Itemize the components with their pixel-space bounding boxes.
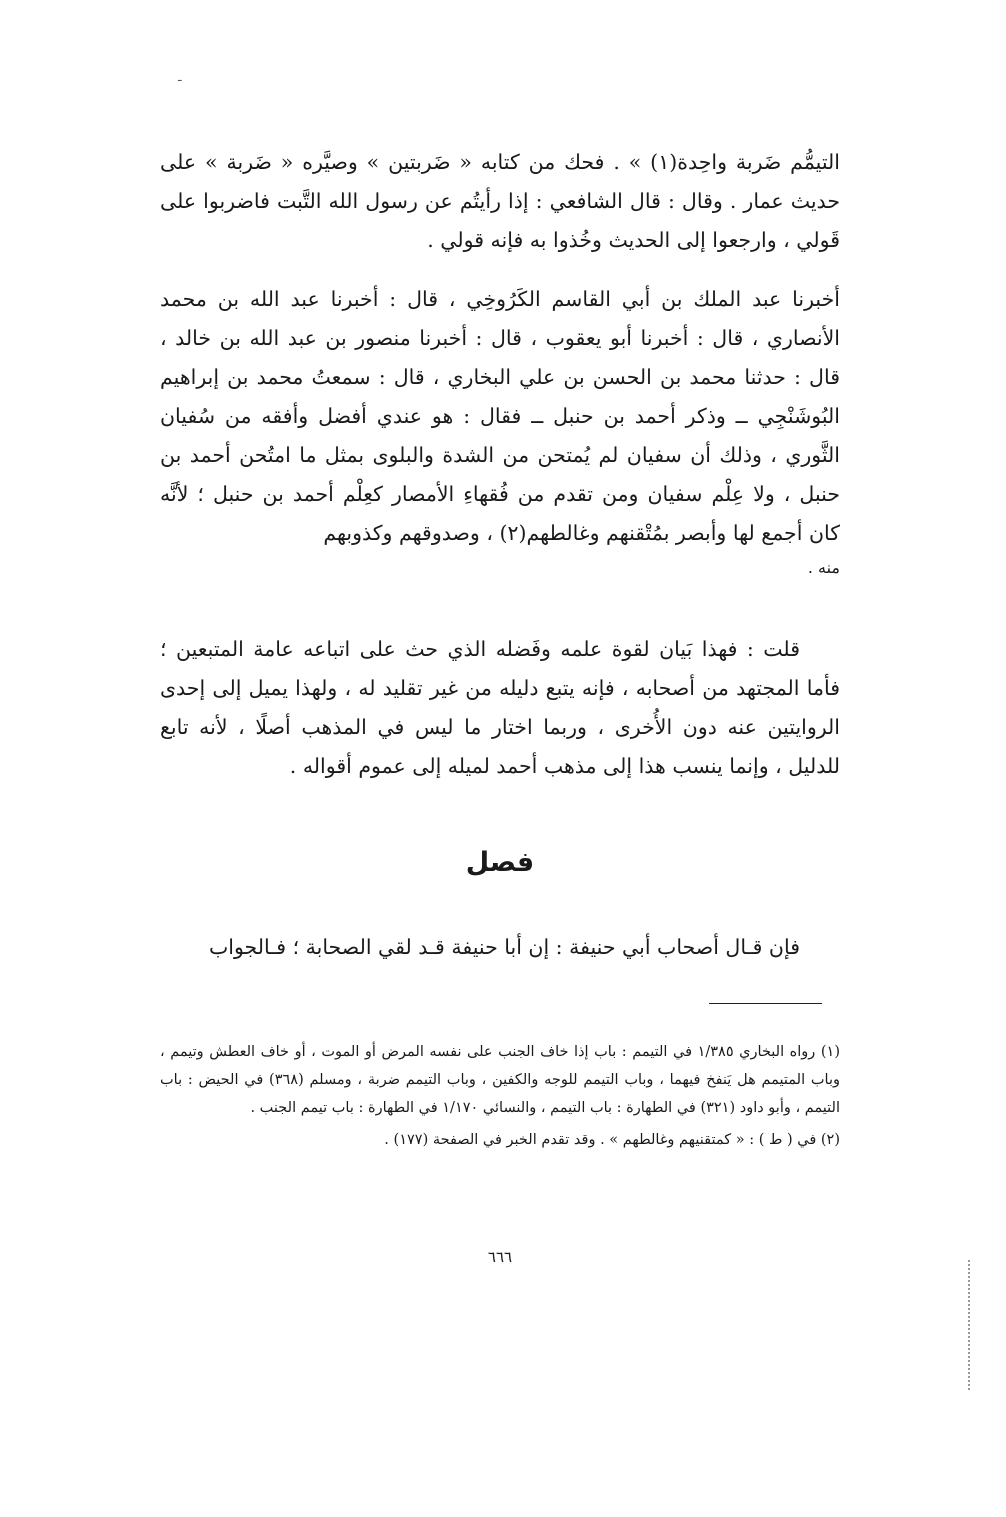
footnote-divider [709,1003,822,1004]
scan-mark: ـ [178,70,182,84]
paragraph-4-text: فإن قـال أصحاب أبي حنيفة : إن أبا حنيفة قـد لقي الصحابة ؛ فـالجواب [208,935,800,959]
section-heading: فصل [465,847,535,878]
paragraph-4 [160,928,840,967]
paragraph-2-tail: منه . [807,558,840,577]
paragraph-3-text: قلت : فهذا بَيان لقوة علمه وفَضله الذي حث على اتباعه عامة المتبعين ؛ فأما المجتهد من أصحابه ، فإنه يتبع دليله من غير تقليد له ، ولهذا يميل إلى إحدى الروايتين عنه دون الأُخرى ، وربما اختار ما ليس في المذهب أصلًا ، لأنه تابع للدليل ، وإنما ينسب هذا إلى مذهب أحمد لميله إلى عموم أقواله . [160,637,840,778]
footnotes [160,1038,840,1154]
footnote-2: (٢) في ( ط ) : « كمتقنيهم وغالطهم » . وقد تقدم الخبر في الصفحة (١٧٧) . [384,1132,840,1148]
paragraph-2-text: أخبرنا عبد الملك بن أبي القاسم الكَرُوخِي ، قال : أخبرنا عبد الله بن محمد الأنصاري ، قال : أخبرنا أبو يعقوب ، قال : أخبرنا منصور بن عبد الله بن خالد ، قال : حدثنا محمد بن الحسن بن علي البخاري ، قال : سمعتُ محمد بن إبراهيم البُوشَنْجِي ــ وذكر أحمد بن حنبل ــ فقال : هو عندي أفضل وأفقه من سُفيان الثَّوري ، وذلك أن سفيان لم يُمتحن من الشدة والبلوى بمثل ما امتُحن أحمد بن حنبل ، ولا عِلْم سفيان ومن تقدم من فُقهاءِ الأمصار كعِلْم أحمد بن حنبل ؛ لأنَّه كان أجمع لها وأبصر بمُتْقنهم وغالطهم(٢) ، وصدوقهم وكذوبهم [160,287,840,545]
footnote-1: (١) رواه البخاري ١/٣٨٥ في التيمم : باب إذا خاف الجنب على نفسه المرض أو الموت ، أو خاف العطش وتيمم ، وباب المتيمم هل يَنفخ فيهما ، وباب التيمم للوجه والكفين ، وباب التيمم ضربة ، ومسلم (٣٦٨) في الحيض : باب التيمم ، وأبو داود (٣٢١) في الطهارة : باب التيمم ، والنسائي ١/١٧٠ في الطهارة : باب تيمم الجنب . [160,1044,840,1116]
page-number: ٦٦٦ [487,1248,513,1266]
paragraph-1 [160,143,840,260]
paragraph-1-text: التيمُّم ضَربة واحِدة(١) » . فحك من كتابه « ضَربتين » وصيَّره « ضَربة » على حديث عمار . وقال : قال الشافعي : إذا رأيتُم عن رسول الله التَّبت فاضربوا على قَولي ، وارجعوا إلى الحديث وخُذوا به فإنه قولي . [160,150,840,252]
paragraph-3 [160,630,840,786]
paragraph-2 [160,280,840,583]
scan-margin-line [968,1260,972,1390]
